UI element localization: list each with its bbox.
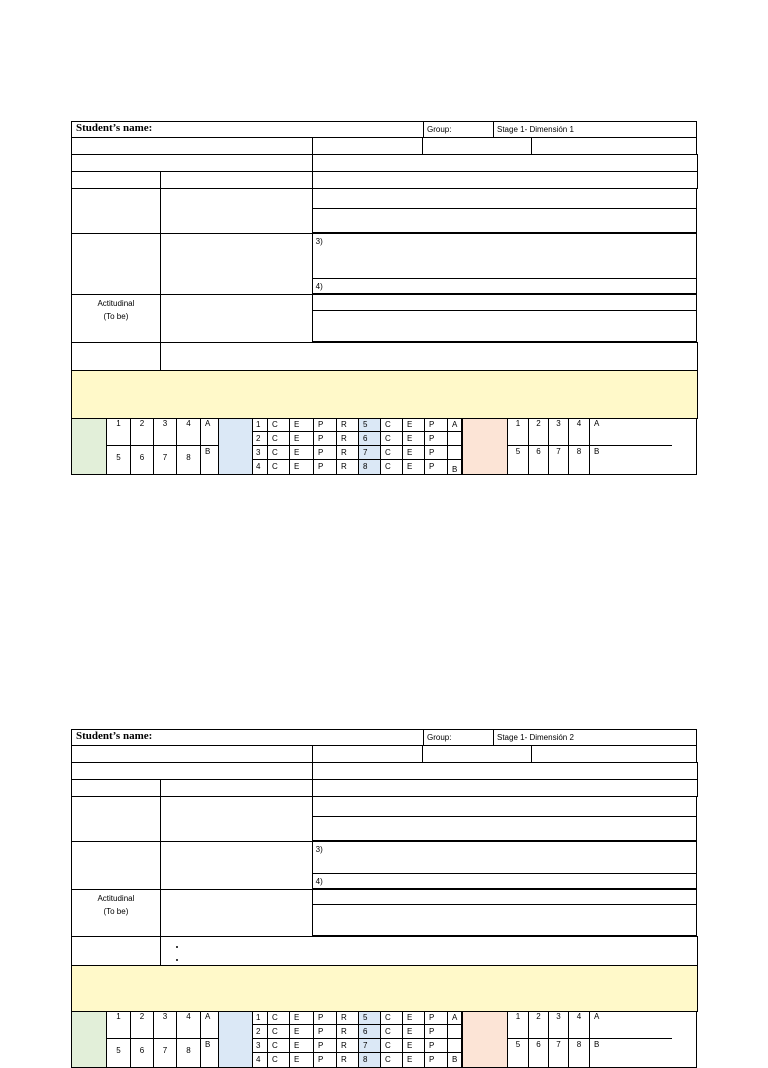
- blank-cell: [312, 796, 697, 817]
- grid-cell: R: [337, 460, 359, 474]
- actitudinal-label: Actitudinal: [97, 299, 135, 308]
- grid-cell: E: [290, 1053, 314, 1067]
- stage-label: Stage 1- Dimensión 2: [493, 729, 697, 746]
- grid-cell: 2: [253, 432, 268, 446]
- group-label: Group:: [423, 729, 494, 746]
- grid-cell: 2: [529, 418, 549, 446]
- grid-cell: 2: [131, 1011, 154, 1039]
- right-number-block: [508, 418, 696, 474]
- blank-cell: [160, 233, 313, 295]
- grid-cell: E: [403, 418, 425, 432]
- item-4: 4): [312, 278, 697, 294]
- grid-cell: B: [205, 1040, 211, 1049]
- grid-cell: R: [337, 1053, 359, 1067]
- blank-cell: [312, 137, 423, 155]
- student-name-label: Student’s name:: [71, 729, 424, 746]
- grid-cell: C: [381, 418, 403, 432]
- left-number-block: [107, 1011, 218, 1067]
- grid-cell: P: [314, 1025, 337, 1039]
- grid-cell: C: [268, 1039, 290, 1053]
- middle-grid: [253, 418, 462, 474]
- grid-cell: E: [290, 418, 314, 432]
- grid-cell: A: [448, 1011, 462, 1025]
- grid-cell: A: [201, 418, 218, 446]
- blank-cell: [312, 762, 698, 780]
- grid-cell: 1: [107, 418, 131, 446]
- grid-cell: E: [403, 1025, 425, 1039]
- grid-cell: 1: [253, 1011, 268, 1025]
- grid-cell: 5: [508, 446, 529, 474]
- item-3: 3): [312, 233, 697, 279]
- grid-cell: P: [314, 1053, 337, 1067]
- grid-cell: 1: [107, 1011, 131, 1039]
- grid-cell: R: [337, 1039, 359, 1053]
- left-number-block: [107, 418, 218, 474]
- group-label: Group:: [423, 121, 494, 138]
- grid-cell: 5: [359, 418, 381, 432]
- comments-band: [71, 370, 698, 419]
- grid-cell: [448, 1039, 462, 1053]
- blank-cell: [71, 745, 313, 763]
- grid-cell: R: [337, 1025, 359, 1039]
- notes-cell: [160, 936, 698, 966]
- grid-cell: [448, 446, 462, 460]
- grid-cell: 5: [359, 1011, 381, 1025]
- grid-cell: B: [448, 460, 462, 474]
- grid-cell: 2: [529, 1011, 549, 1039]
- grid-cell: 4: [569, 1011, 590, 1039]
- grid-cell: [448, 432, 462, 446]
- grid-cell: E: [403, 1011, 425, 1025]
- right-number-block: [508, 1011, 696, 1067]
- grid-cell: P: [425, 1053, 448, 1067]
- blank-cell: [160, 294, 313, 343]
- blank-cell: [71, 188, 161, 234]
- grid-cell: 6: [131, 446, 154, 474]
- item-4: 4): [312, 873, 697, 889]
- grid-cell: C: [381, 1011, 403, 1025]
- grid-cell: 4: [569, 418, 590, 446]
- grid-cell: 4: [253, 460, 268, 474]
- bullet-list: [161, 937, 697, 966]
- evaluation-form-2: [71, 729, 697, 1068]
- grid-cell: 7: [154, 1039, 177, 1067]
- grid-cell: P: [425, 432, 448, 446]
- blank-cell: [160, 841, 313, 890]
- actitudinal-sublabel: (To be): [103, 907, 129, 916]
- grid-cell: P: [314, 1039, 337, 1053]
- actitudinal-sublabel: (To be): [103, 312, 129, 321]
- blank-cell: [160, 171, 313, 189]
- actitudinal-cell: [71, 889, 161, 937]
- grid-cell: P: [425, 460, 448, 474]
- grid-cell: P: [314, 1011, 337, 1025]
- grid-cell: 8: [569, 446, 590, 474]
- blank-cell: [312, 779, 698, 797]
- grid-cell: 6: [529, 446, 549, 474]
- grid-cell: R: [337, 418, 359, 432]
- blank-cell: [312, 154, 698, 172]
- grid-cell: P: [425, 1025, 448, 1039]
- grid-cell: 3: [253, 1039, 268, 1053]
- notes-cell: [160, 342, 698, 371]
- student-name-label: Student’s name:: [71, 121, 424, 138]
- grid-cell: C: [268, 460, 290, 474]
- grid-cell: R: [337, 1011, 359, 1025]
- comments-band: [71, 965, 698, 1012]
- grid-cell: 6: [529, 1039, 549, 1067]
- grid-cell: E: [290, 1025, 314, 1039]
- blank-cell: [312, 904, 697, 936]
- blank-cell: [531, 745, 697, 763]
- middle-grid: [253, 1011, 462, 1067]
- score-grid: [71, 1010, 697, 1068]
- orange-swatch: [462, 418, 508, 474]
- blank-cell: [71, 762, 313, 780]
- blue-swatch: [218, 418, 253, 474]
- blank-cell: [71, 796, 161, 842]
- grid-cell: 1: [253, 418, 268, 432]
- grid-cell: 8: [569, 1039, 590, 1067]
- grid-cell: P: [314, 432, 337, 446]
- blank-cell: [71, 779, 161, 797]
- grid-cell: E: [403, 432, 425, 446]
- grid-cell: 6: [131, 1039, 154, 1067]
- grid-cell: E: [290, 1011, 314, 1025]
- grid-cell: 6: [359, 1025, 381, 1039]
- grid-cell: E: [403, 1053, 425, 1067]
- grid-cell: 4: [177, 418, 201, 446]
- grid-cell: 4: [253, 1053, 268, 1067]
- grid-cell: A: [201, 1011, 218, 1039]
- grid-cell: A: [448, 418, 462, 432]
- grid-cell: P: [314, 460, 337, 474]
- blue-swatch: [218, 1011, 253, 1067]
- grid-cell: P: [425, 1039, 448, 1053]
- evaluation-form-1: [71, 121, 697, 475]
- grid-cell: 7: [359, 1039, 381, 1053]
- blank-cell: [71, 154, 313, 172]
- blank-cell: [312, 294, 697, 311]
- blank-cell: [71, 841, 161, 890]
- grid-cell: 3: [154, 418, 177, 446]
- grid-cell: E: [403, 1039, 425, 1053]
- grid-cell: A: [590, 1011, 672, 1039]
- grid-cell: 7: [549, 1039, 569, 1067]
- grid-cell: 7: [359, 446, 381, 460]
- actitudinal-label: Actitudinal: [97, 894, 135, 903]
- grid-cell: 7: [154, 446, 177, 474]
- grid-cell: C: [268, 1011, 290, 1025]
- blank-cell: [312, 188, 697, 209]
- grid-cell: 8: [359, 460, 381, 474]
- grid-cell: P: [425, 446, 448, 460]
- grid-cell: 5: [107, 1039, 131, 1067]
- blank-cell: [531, 137, 697, 155]
- grid-cell: 1: [508, 1011, 529, 1039]
- grid-cell: B: [205, 447, 211, 456]
- grid-cell: 7: [549, 446, 569, 474]
- grid-cell: 5: [107, 446, 131, 474]
- blank-cell: [312, 889, 697, 905]
- blank-cell: [312, 745, 423, 763]
- blank-cell: [71, 936, 161, 966]
- blank-cell: [312, 816, 697, 841]
- grid-cell: C: [381, 1053, 403, 1067]
- blank-cell: [160, 796, 313, 842]
- grid-cell: 6: [359, 432, 381, 446]
- grid-cell: C: [268, 446, 290, 460]
- grid-cell: R: [337, 432, 359, 446]
- grid-cell: E: [290, 460, 314, 474]
- grid-cell: A: [590, 418, 672, 446]
- blank-cell: [160, 188, 313, 234]
- blank-cell: [71, 171, 161, 189]
- blank-cell: [71, 342, 161, 371]
- blank-cell: [312, 208, 697, 233]
- grid-cell: 8: [177, 1039, 201, 1067]
- blank-cell: [312, 171, 698, 189]
- grid-cell: E: [290, 446, 314, 460]
- grid-cell: 3: [154, 1011, 177, 1039]
- grid-cell: C: [268, 418, 290, 432]
- grid-cell: P: [425, 1011, 448, 1025]
- grid-cell: P: [314, 446, 337, 460]
- grid-cell: C: [381, 460, 403, 474]
- grid-cell: E: [403, 460, 425, 474]
- grid-cell: C: [381, 1025, 403, 1039]
- grid-cell: C: [268, 1025, 290, 1039]
- grid-cell: 3: [549, 1011, 569, 1039]
- grid-cell: E: [290, 1039, 314, 1053]
- actitudinal-cell: [71, 294, 161, 343]
- blank-cell: [160, 889, 313, 937]
- orange-swatch: [462, 1011, 508, 1067]
- blank-cell: [160, 779, 313, 797]
- grid-cell: C: [268, 1053, 290, 1067]
- grid-cell: C: [381, 1039, 403, 1053]
- grid-cell: B: [594, 447, 600, 456]
- grid-cell: [448, 1025, 462, 1039]
- grid-cell: 3: [253, 446, 268, 460]
- blank-cell: [422, 137, 532, 155]
- grid-cell: 5: [508, 1039, 529, 1067]
- grid-cell: 8: [359, 1053, 381, 1067]
- grid-cell: 2: [131, 418, 154, 446]
- score-grid: [71, 417, 697, 475]
- green-swatch: [72, 1011, 107, 1067]
- blank-cell: [312, 310, 697, 342]
- grid-cell: R: [337, 446, 359, 460]
- stage-label: Stage 1- Dimensión 1: [493, 121, 697, 138]
- grid-cell: B: [448, 1053, 462, 1067]
- grid-cell: E: [290, 432, 314, 446]
- blank-cell: [71, 137, 313, 155]
- bullet-item: [187, 940, 697, 953]
- grid-cell: P: [425, 418, 448, 432]
- item-3: 3): [312, 841, 697, 874]
- grid-cell: 3: [549, 418, 569, 446]
- grid-cell: C: [381, 432, 403, 446]
- grid-cell: C: [381, 446, 403, 460]
- grid-cell: E: [403, 446, 425, 460]
- blank-cell: [71, 233, 161, 295]
- grid-cell: 2: [253, 1025, 268, 1039]
- grid-cell: P: [314, 418, 337, 432]
- grid-cell: C: [268, 432, 290, 446]
- grid-cell: 1: [508, 418, 529, 446]
- blank-cell: [422, 745, 532, 763]
- grid-cell: B: [594, 1040, 600, 1049]
- green-swatch: [72, 418, 107, 474]
- grid-cell: 8: [177, 446, 201, 474]
- grid-cell: 4: [177, 1011, 201, 1039]
